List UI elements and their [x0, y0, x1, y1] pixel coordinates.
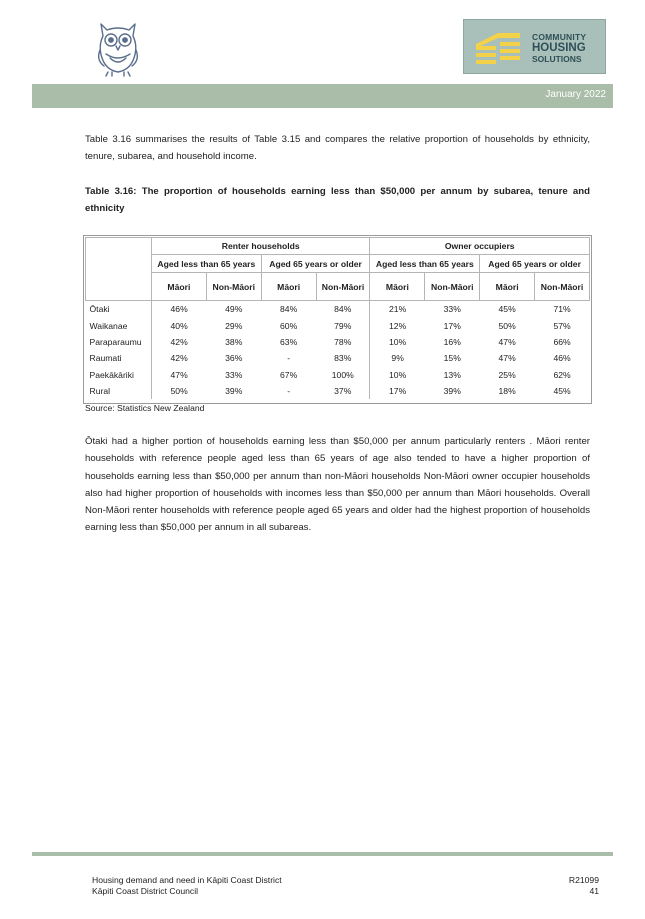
group-header-owner: Owner occupiers: [370, 238, 590, 255]
table-row: [86, 383, 590, 399]
table-row: [86, 317, 590, 333]
value-cell: 84%: [334, 304, 352, 315]
value-cell: 50%: [498, 320, 516, 331]
value-cell: 10%: [370, 367, 425, 383]
value-cell: 42%: [151, 350, 206, 366]
ethnicity-header: Non-Māori: [425, 273, 480, 301]
value-cell: 47%: [498, 336, 516, 347]
value-cell: 9%: [370, 350, 425, 366]
value-cell: 38%: [225, 336, 243, 347]
value-cell: 40%: [151, 317, 206, 333]
table-row: [86, 350, 590, 366]
value-cell: 39%: [443, 386, 461, 397]
value-cell: 17%: [370, 383, 425, 399]
group-header-renter: Renter households: [151, 238, 370, 255]
age-header: Aged less than 65 years: [370, 255, 480, 273]
value-cell: 60%: [280, 320, 298, 331]
value-cell: 63%: [280, 336, 298, 347]
value-cell: 67%: [280, 369, 298, 380]
subarea-cell: Rural: [89, 386, 111, 397]
value-cell: 39%: [225, 386, 243, 397]
income-table: [85, 237, 590, 399]
value-cell: 66%: [553, 336, 571, 347]
ethnicity-header: Non-Māori: [206, 273, 261, 301]
value-cell: 15%: [443, 353, 461, 364]
value-cell: 62%: [553, 369, 571, 380]
ethnicity-header: Māori: [480, 273, 535, 301]
subarea-cell: Waikanae: [89, 320, 128, 331]
logo-line-2: HOUSING: [532, 42, 586, 54]
subarea-cell: Paraparaumu: [89, 336, 142, 347]
value-cell: 29%: [225, 320, 243, 331]
value-cell: 84%: [280, 304, 298, 315]
table-row: [86, 334, 590, 350]
table-caption: Table 3.16: The proportion of households earning less than $50,000 per annum by subarea, tenure and ethnicity: [85, 186, 590, 215]
value-cell: 17%: [443, 320, 461, 331]
income-table-frame: [83, 235, 592, 404]
value-cell: 46%: [151, 301, 206, 318]
ethnicity-header: Māori: [151, 273, 206, 301]
footer-document-title: Housing demand and need in Kāpiti Coast District: [92, 875, 282, 885]
logo-wordmark: [532, 32, 586, 64]
footer-right: [569, 875, 599, 897]
age-header: Aged less than 65 years: [151, 255, 261, 273]
logo-line-3: SOLUTIONS: [532, 54, 582, 64]
value-cell: 50%: [151, 383, 206, 399]
value-cell: -: [287, 353, 291, 364]
subarea-cell: Ōtaki: [89, 304, 110, 315]
value-cell: 13%: [443, 369, 461, 380]
value-cell: 25%: [498, 369, 516, 380]
page-number: 41: [589, 886, 599, 896]
value-cell: 47%: [498, 353, 516, 364]
value-cell: 57%: [553, 320, 571, 331]
value-cell: 16%: [443, 336, 461, 347]
age-header: Aged 65 years or older: [480, 255, 590, 273]
table-row: [86, 367, 590, 383]
header-band: [32, 84, 613, 108]
value-cell: 10%: [370, 334, 425, 350]
value-cell: 18%: [498, 386, 516, 397]
housing-bars-icon: [472, 30, 524, 66]
value-cell: 78%: [334, 336, 352, 347]
value-cell: 42%: [151, 334, 206, 350]
value-cell: 45%: [553, 386, 571, 397]
value-cell: 37%: [334, 386, 352, 397]
logo-line-1: COMMUNITY: [532, 32, 587, 42]
value-cell: 83%: [334, 353, 352, 364]
intro-paragraph: Table 3.16 summarises the results of Table 3.15 and compares the relative proportion of households by ethnicity, tenure, subarea, and household income.: [85, 134, 590, 163]
value-cell: 79%: [334, 320, 352, 331]
table-corner-cell: [86, 238, 152, 301]
ethnicity-header: Non-Māori: [535, 273, 590, 301]
footer-rule: [32, 852, 613, 856]
header-date: January 2022: [545, 89, 606, 100]
subarea-cell: Paekākāriki: [89, 369, 134, 380]
value-cell: 46%: [553, 353, 571, 364]
footer-reference: R21099: [568, 875, 599, 885]
footer-left: [92, 875, 282, 897]
value-cell: 21%: [370, 301, 425, 318]
ethnicity-header: Māori: [261, 273, 316, 301]
company-logo: [463, 19, 606, 74]
owl-logo-icon: [92, 16, 144, 78]
table-source: Source: Statistics New Zealand: [85, 403, 205, 413]
value-cell: -: [287, 386, 291, 397]
value-cell: 49%: [225, 304, 243, 315]
ethnicity-header: Non-Māori: [316, 273, 370, 301]
value-cell: 33%: [225, 369, 243, 380]
footer-organisation: Kāpiti Coast District Council: [92, 886, 199, 896]
value-cell: 47%: [151, 367, 206, 383]
value-cell: 71%: [553, 304, 571, 315]
value-cell: 12%: [370, 317, 425, 333]
value-cell: 100%: [331, 369, 354, 380]
subarea-cell: Raumati: [89, 353, 122, 364]
value-cell: 33%: [443, 304, 461, 315]
body-paragraph: Ōtaki had a higher portion of households earning less than $50,000 per annum particularly renters . Māori renter households with reference people aged less than 65 years of age also tended to have a higher proportion of households earning less than $50,000 per annum than non-Māori households Non-Māori owner occupier households also had higher proportion of households with incomes less than $50,000 per annum than Māori households. Overall Non-Māori renter households with reference people aged 65 years and older had the highest proportion of households earning less than $50,000 per annum in all subareas.: [85, 436, 590, 534]
ethnicity-header: Māori: [370, 273, 425, 301]
age-header: Aged 65 years or older: [261, 255, 370, 273]
value-cell: 45%: [498, 304, 516, 315]
table-row: [86, 301, 590, 318]
value-cell: 36%: [225, 353, 243, 364]
